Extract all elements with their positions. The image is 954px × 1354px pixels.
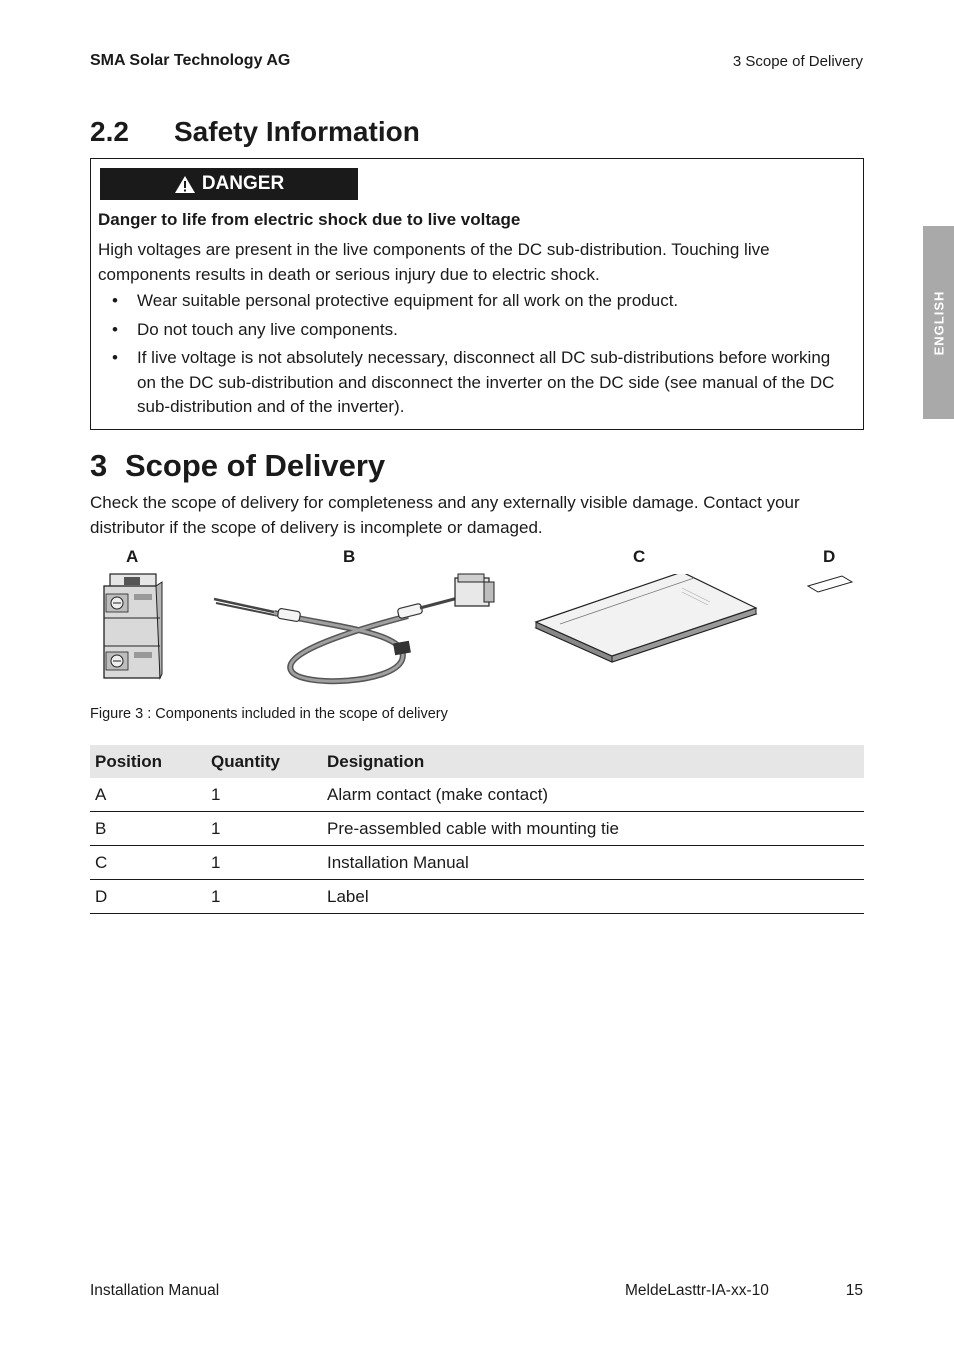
cell-position: A bbox=[90, 778, 206, 812]
language-tab-label: ENGLISH bbox=[931, 290, 946, 355]
table-header-row bbox=[90, 745, 864, 778]
cell-quantity: 1 bbox=[206, 846, 322, 880]
column-header-position: Position bbox=[90, 745, 206, 778]
safety-heading bbox=[90, 116, 420, 148]
column-header-quantity: Quantity bbox=[206, 745, 322, 778]
safety-heading-text: Safety Information bbox=[174, 116, 420, 147]
danger-bullet: • If live voltage is not absolutely necessary, disconnect all DC sub-distributions before working on the DC sub-distribution and disconnect the inverter on the DC side (see manual of the DC sub-distribution and of the inverter). bbox=[98, 346, 851, 420]
danger-notice bbox=[90, 158, 864, 430]
danger-body: High voltages are present in the live components of the DC sub-distribution. Touching live components results in death or serious injury due to electric shock. bbox=[98, 240, 770, 284]
scope-heading-number: 3 bbox=[90, 448, 108, 483]
manual-illustration bbox=[532, 574, 758, 664]
header-section: 3 Scope of Delivery bbox=[732, 53, 863, 70]
scope-heading bbox=[90, 448, 385, 484]
cell-designation: Alarm contact (make contact) bbox=[322, 778, 864, 812]
danger-bullet: • Do not touch any live components. bbox=[98, 318, 851, 343]
figure-caption: Figure 3 : Components included in the scope of delivery bbox=[90, 706, 448, 722]
danger-title: Danger to life from electric shock due to live voltage bbox=[98, 210, 521, 229]
label-illustration bbox=[806, 574, 854, 594]
alarm-contact-illustration bbox=[100, 572, 166, 680]
scope-intro: Check the scope of delivery for completeness and any externally visible damage. Contact your distributor if the scope of delivery is incomplete or damaged. bbox=[90, 493, 800, 537]
danger-bullet: • Wear suitable personal protective equipment for all work on the product. bbox=[98, 289, 851, 314]
cable-illustration bbox=[212, 572, 498, 690]
cell-quantity: 1 bbox=[206, 812, 322, 846]
figure-label-c: C bbox=[633, 547, 646, 566]
scope-heading-text: Scope of Delivery bbox=[125, 448, 386, 483]
figure-label-d: D bbox=[823, 547, 836, 566]
safety-heading-number: 2.2 bbox=[90, 116, 129, 147]
cell-designation: Pre-assembled cable with mounting tie bbox=[322, 812, 864, 846]
danger-badge-label: DANGER bbox=[201, 173, 285, 194]
figure-label-b: B bbox=[343, 547, 356, 566]
table-row bbox=[90, 846, 864, 880]
cell-position: D bbox=[90, 880, 206, 914]
column-header-designation: Designation bbox=[322, 745, 864, 778]
danger-bullets bbox=[98, 289, 851, 424]
cell-quantity: 1 bbox=[206, 778, 322, 812]
header-company: SMA Solar Technology AG bbox=[90, 52, 291, 69]
table-row bbox=[90, 778, 864, 812]
cell-position: C bbox=[90, 846, 206, 880]
table-row bbox=[90, 880, 864, 914]
footer-code: MeldeLasttr-IA-xx-10 bbox=[625, 1282, 769, 1299]
cell-designation: Label bbox=[322, 880, 864, 914]
page-number: 15 bbox=[845, 1282, 863, 1299]
warning-triangle-icon bbox=[174, 175, 196, 194]
cell-quantity: 1 bbox=[206, 880, 322, 914]
cell-position: B bbox=[90, 812, 206, 846]
table-row bbox=[90, 812, 864, 846]
footer-document: Installation Manual bbox=[90, 1282, 220, 1299]
cell-designation: Installation Manual bbox=[322, 846, 864, 880]
scope-table bbox=[90, 745, 864, 914]
danger-badge bbox=[100, 168, 358, 200]
language-tab bbox=[923, 226, 954, 419]
figure-label-a: A bbox=[126, 547, 139, 566]
